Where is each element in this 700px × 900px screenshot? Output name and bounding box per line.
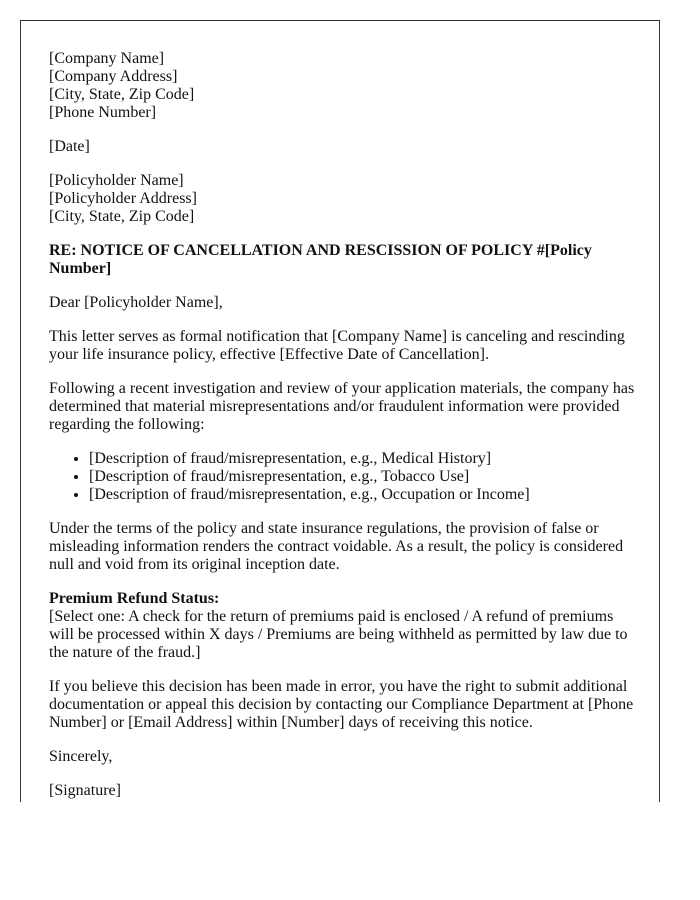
letter-page xyxy=(20,20,660,802)
closing: Sincerely, xyxy=(49,748,113,765)
recipient-city-state-zip: [City, State, Zip Code] xyxy=(49,208,195,225)
findings-paragraph: Following a recent investigation and review of your application materials, the company has determined that material misrepresentations and/or fraudulent information were provided regarding the following: xyxy=(49,380,635,433)
legal-paragraph: Under the terms of the policy and state insurance regulations, the provision of false or misleading information renders the contract voidable. As a result, the policy is considered null and void from its original inception date. xyxy=(49,520,624,573)
salutation: Dear [Policyholder Name], xyxy=(49,294,223,311)
intro-paragraph: This letter serves as formal notification that [Company Name] is canceling and rescinding your life insurance policy, effective [Effective Date of Cancellation]. xyxy=(49,328,625,363)
letter-content xyxy=(49,50,639,802)
fraud-item: • [Description of fraud/misrepresentation, e.g., Tobacco Use] xyxy=(89,468,639,486)
letter-date: [Date] xyxy=(49,138,90,155)
sender-address-block xyxy=(49,50,639,122)
sender-company-name: [Company Name] xyxy=(49,50,165,67)
signature: [Signature] xyxy=(49,782,121,799)
recipient-address: [Policyholder Address] xyxy=(49,190,197,207)
fraud-item: • [Description of fraud/misrepresentation, e.g., Occupation or Income] xyxy=(89,486,639,504)
sender-phone: [Phone Number] xyxy=(49,104,157,121)
sender-company-address: [Company Address] xyxy=(49,68,178,85)
appeal-paragraph: If you believe this decision has been made in error, you have the right to submit additional documentation or appeal this decision by contacting our Compliance Department at [Phone Number] or [Email Address] within [Number] days of receiving this notice. xyxy=(49,678,634,731)
refund-heading: Premium Refund Status: xyxy=(49,590,220,607)
refund-section xyxy=(49,590,639,662)
fraud-items-list xyxy=(49,450,639,504)
sender-city-state-zip: [City, State, Zip Code] xyxy=(49,86,195,103)
recipient-name: [Policyholder Name] xyxy=(49,172,184,189)
refund-text: [Select one: A check for the return of premiums paid is enclosed / A refund of premiums will be processed within X days / Premiums are being withheld as permitted by law due to the nature of the fraud.] xyxy=(49,608,628,661)
subject-line: RE: NOTICE OF CANCELLATION AND RESCISSION OF POLICY #[Policy Number] xyxy=(49,242,592,277)
recipient-address-block xyxy=(49,172,639,226)
fraud-item: • [Description of fraud/misrepresentation, e.g., Medical History] xyxy=(89,450,639,468)
